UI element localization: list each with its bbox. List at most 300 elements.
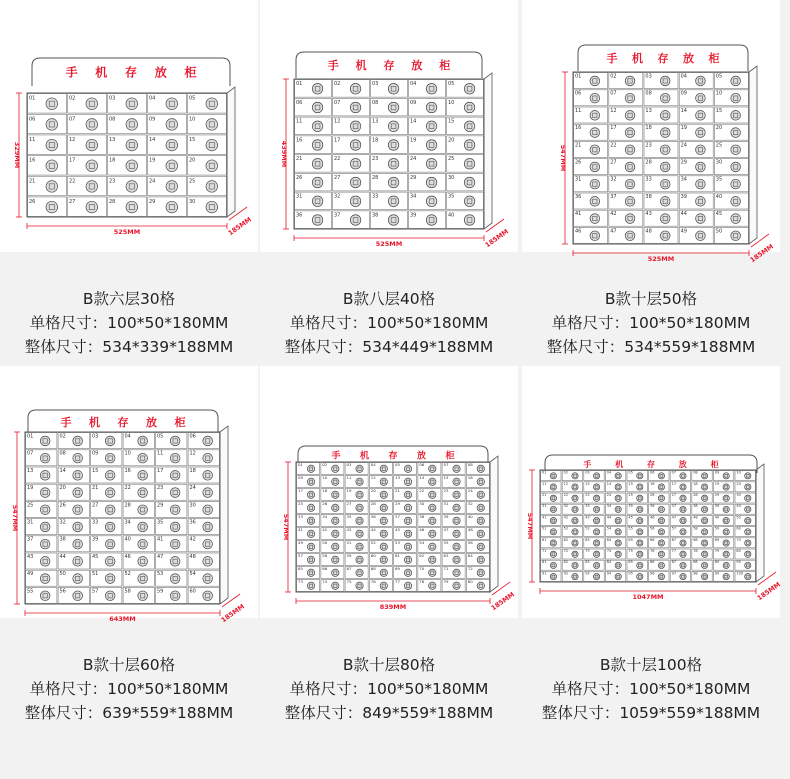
cell-number: 41 [575, 211, 582, 218]
product-card-4[interactable] [0, 366, 258, 722]
lock-icon [701, 540, 707, 546]
lock-icon [696, 128, 706, 138]
cell-number: 43 [346, 527, 352, 533]
cell-number: 77 [395, 579, 400, 585]
lock-icon [615, 473, 621, 479]
lock-icon [615, 573, 621, 579]
lock-icon [332, 530, 339, 537]
overall-size: 整体尺寸：534*339*188MM [24, 338, 234, 356]
lock-icon [206, 201, 218, 213]
lock-icon [660, 145, 670, 155]
cell-number: 26 [296, 174, 303, 181]
cell-number: 40 [124, 536, 131, 543]
lock-icon [550, 517, 556, 523]
cell-number: 28 [372, 174, 379, 181]
cabinet-svg [522, 366, 783, 618]
cell-number: 04 [124, 433, 131, 440]
lock-icon [404, 504, 411, 511]
cell-number: 01 [29, 95, 36, 102]
cell-number: 61 [395, 553, 400, 559]
lock-icon [307, 517, 314, 524]
lock-icon [477, 491, 484, 498]
lock-icon [332, 478, 339, 485]
lock-icon [312, 121, 323, 132]
lock-icon [356, 569, 363, 576]
cell-number: 58 [693, 526, 698, 531]
cell-number: 03 [645, 73, 652, 80]
header-char: 放 [678, 460, 687, 470]
cell-number: 34 [606, 504, 612, 509]
lock-icon [572, 529, 578, 535]
lock-icon [126, 119, 138, 131]
product-title: B款八层40格 [342, 290, 436, 308]
cell-number: 41 [542, 515, 547, 520]
lock-icon [203, 471, 213, 481]
lock-icon [404, 491, 411, 498]
lock-icon [138, 436, 148, 446]
lock-icon [380, 504, 387, 511]
lock-icon [701, 484, 707, 490]
lock-icon [637, 506, 643, 512]
cell-number: 69 [395, 566, 400, 572]
cell-number: 100 [736, 571, 744, 576]
cell-number: 61 [542, 537, 547, 542]
header-char: 存 [383, 59, 395, 73]
cell-number: 46 [650, 515, 655, 520]
cell-number: 52 [370, 540, 376, 546]
lock-icon [660, 179, 670, 189]
cell-number: 15 [628, 481, 633, 486]
lock-icon [550, 473, 556, 479]
lock-icon [701, 517, 707, 523]
lock-icon [429, 569, 436, 576]
lock-icon [658, 540, 664, 546]
cell-number: 29 [149, 198, 156, 205]
lock-icon [332, 517, 339, 524]
cell-number: 32 [467, 501, 473, 507]
cell-number: 64 [606, 537, 612, 542]
cell-number: 38 [645, 193, 652, 200]
lock-icon [723, 562, 729, 568]
cell-number: 85 [628, 560, 633, 565]
cell-number: 39 [680, 193, 687, 200]
cabinet-svg [260, 0, 518, 252]
cell-number: 39 [714, 504, 720, 509]
cell-number: 90 [736, 560, 741, 565]
cell-number: 34 [410, 193, 417, 200]
header-char: 存 [388, 451, 398, 462]
height-label: 439MM [280, 140, 288, 168]
cell-number: 55 [628, 526, 633, 531]
product-title: B款六层30格 [82, 290, 176, 308]
lock-icon [426, 215, 437, 226]
lock-icon [170, 471, 180, 481]
lock-icon [138, 522, 148, 532]
lock-icon [723, 529, 729, 535]
cell-number: 31 [27, 519, 34, 526]
header-char: 存 [117, 416, 129, 430]
lock-icon [453, 582, 460, 589]
cell-number: 27 [69, 198, 76, 205]
lock-icon [637, 495, 643, 501]
cell-number: 23 [585, 492, 590, 497]
lock-icon [126, 181, 138, 193]
cell-number: 66 [650, 537, 655, 542]
lock-icon [105, 471, 115, 481]
lock-icon [701, 506, 707, 512]
lock-icon [356, 478, 363, 485]
cell-number: 44 [680, 211, 687, 218]
lock-icon [429, 504, 436, 511]
cell-number: 55 [443, 540, 449, 546]
product-title: B款十层80格 [342, 656, 436, 674]
cell-number: 03 [585, 470, 590, 475]
lock-icon [477, 556, 484, 563]
cell-number: 54 [606, 526, 612, 531]
lock-icon [615, 517, 621, 523]
cell-number: 09 [410, 99, 417, 106]
lock-icon [696, 231, 706, 241]
cell-number: 37 [334, 212, 341, 219]
lock-icon [453, 569, 460, 576]
cell-number: 57 [671, 526, 677, 531]
lock-icon [426, 159, 437, 170]
cell-number: 05 [628, 470, 633, 475]
lock-icon [637, 573, 643, 579]
cell-number: 76 [650, 548, 655, 553]
lock-icon [745, 506, 751, 512]
cell-number: 74 [322, 579, 328, 585]
lock-icon [170, 488, 180, 498]
lock-icon [615, 495, 621, 501]
cell-number: 29 [680, 159, 687, 166]
lock-icon [745, 540, 751, 546]
cell-number: 88 [693, 560, 698, 565]
lock-icon [723, 540, 729, 546]
cell-number: 95 [628, 571, 633, 576]
cell-number: 43 [645, 211, 652, 218]
lock-icon [380, 478, 387, 485]
lock-icon [660, 128, 670, 138]
cell-number: 63 [443, 553, 449, 559]
cell-number: 18 [109, 157, 116, 164]
cell-number: 31 [542, 504, 547, 509]
lock-icon [660, 214, 670, 224]
overall-size: 整体尺寸：534*559*188MM [546, 338, 756, 356]
lock-icon [660, 76, 670, 86]
header-char: 存 [647, 460, 655, 470]
cell-number: 23 [372, 156, 379, 162]
cell-number: 54 [419, 540, 425, 546]
lock-icon [350, 159, 361, 170]
lock-icon [745, 551, 751, 557]
product-card-1[interactable] [0, 0, 258, 356]
cell-number: 87 [671, 560, 677, 565]
cell-number: 33 [645, 176, 652, 183]
cell-number: 34 [680, 176, 687, 183]
lock-icon [658, 473, 664, 479]
lock-icon [550, 495, 556, 501]
lock-icon [572, 551, 578, 557]
cell-number: 10 [715, 90, 723, 97]
cell-number: 74 [606, 548, 612, 553]
cell-number: 47 [671, 515, 677, 520]
cabinet-drawing [522, 0, 780, 265]
lock-icon [453, 517, 460, 524]
lock-icon [680, 473, 686, 479]
lock-icon [477, 569, 484, 576]
cell-number: 40 [715, 193, 723, 200]
cell-number: 68 [370, 566, 376, 572]
lock-icon [356, 517, 363, 524]
cell-number: 07 [610, 90, 617, 97]
cell-number: 03 [372, 81, 379, 87]
lock-icon [745, 473, 751, 479]
cabinet-side [220, 426, 228, 604]
width-label: 643MM [109, 615, 136, 623]
lock-icon [46, 119, 58, 131]
depth-label: 185MM [489, 590, 517, 613]
lock-icon [170, 505, 180, 515]
cell-number: 03 [109, 95, 116, 102]
cell-number: 11 [346, 475, 352, 481]
lock-icon [723, 506, 729, 512]
cell-number: 51 [542, 526, 547, 531]
cell-number: 02 [610, 73, 617, 80]
cell-number: 18 [322, 488, 328, 494]
cell-number: 07 [27, 450, 34, 457]
cell-number: 10 [189, 116, 196, 123]
cell-number: 48 [693, 515, 698, 520]
cell-number: 96 [650, 571, 655, 576]
product-card-5[interactable] [260, 366, 518, 722]
lock-icon [680, 506, 686, 512]
lock-icon [680, 573, 686, 579]
lock-icon [332, 504, 339, 511]
lock-icon [660, 197, 670, 207]
caption [522, 252, 780, 359]
lock-icon [696, 145, 706, 155]
lock-icon [73, 591, 83, 601]
cell-number: 42 [322, 527, 328, 533]
lock-icon [723, 551, 729, 557]
lock-icon [429, 543, 436, 550]
height-label: 547MM [282, 513, 290, 541]
cell-number: 24 [680, 142, 687, 149]
header-char: 放 [154, 65, 167, 80]
lock-icon [426, 121, 437, 132]
lock-icon [350, 215, 361, 226]
lock-icon [731, 231, 741, 241]
lock-icon [105, 436, 115, 446]
lock-icon [723, 495, 729, 501]
lock-icon [40, 522, 50, 532]
cell-number: 62 [563, 537, 569, 542]
cell-number: 51 [346, 540, 352, 546]
cell-number: 46 [124, 553, 131, 560]
lock-icon [680, 540, 686, 546]
cell-number: 32 [563, 504, 569, 509]
cell-number: 44 [606, 515, 612, 520]
cell-number: 28 [124, 502, 131, 509]
lock-icon [572, 573, 578, 579]
cell-number: 22 [563, 492, 569, 497]
lock-icon [550, 562, 556, 568]
cell-number: 29 [157, 502, 164, 509]
depth-label: 185MM [219, 602, 247, 625]
cell-number: 10 [448, 99, 455, 106]
lock-icon [312, 84, 323, 95]
lock-icon [388, 196, 399, 207]
lock-icon [307, 478, 314, 485]
lock-icon [426, 140, 437, 151]
cell-number: 53 [157, 571, 164, 578]
lock-icon [380, 543, 387, 550]
lock-icon [307, 504, 314, 511]
lock-icon [380, 582, 387, 589]
cell-number: 52 [563, 526, 569, 531]
lock-icon [731, 76, 741, 86]
lock-icon [658, 484, 664, 490]
cell-number: 06 [189, 433, 196, 440]
lock-icon [464, 159, 475, 170]
cell-size: 单格尺寸：100*50*180MM [551, 314, 751, 332]
lock-icon [170, 453, 180, 463]
lock-icon [615, 506, 621, 512]
lock-icon [332, 465, 339, 472]
cell-number: 17 [671, 481, 677, 486]
lock-icon [572, 484, 578, 490]
overall-size: 整体尺寸：849*559*188MM [284, 704, 494, 722]
cell-number: 13 [645, 107, 652, 114]
lock-icon [170, 591, 180, 601]
cell-number: 01 [575, 73, 582, 80]
cell-size: 单格尺寸：100*50*180MM [289, 314, 489, 332]
lock-icon [356, 465, 363, 472]
cell-number: 17 [157, 467, 164, 474]
lock-icon [307, 491, 314, 498]
cell-number: 41 [157, 536, 164, 543]
header-char: 存 [657, 52, 669, 66]
lock-icon [731, 128, 741, 138]
cell-number: 42 [563, 515, 569, 520]
cell-number: 59 [714, 526, 720, 531]
lock-icon [593, 562, 599, 568]
cell-number: 47 [610, 228, 617, 235]
lock-icon [464, 84, 475, 95]
cell-number: 30 [189, 502, 196, 509]
product-card-6[interactable] [522, 366, 783, 722]
width-label: 525MM [375, 240, 403, 248]
product-card-2[interactable] [260, 0, 518, 356]
cell-number: 43 [27, 553, 34, 560]
cell-number: 65 [298, 566, 303, 572]
cell-number: 21 [542, 492, 547, 497]
header-char: 柜 [174, 416, 186, 430]
cell-number: 31 [443, 501, 449, 507]
height-label: 547MM [11, 504, 19, 532]
cell-number: 77 [671, 548, 677, 553]
header-char: 存 [124, 65, 138, 80]
product-card-3[interactable] [522, 0, 780, 356]
lock-icon [723, 484, 729, 490]
cell-number: 10 [124, 450, 131, 457]
cell-number: 25 [298, 501, 303, 507]
cell-number: 17 [610, 125, 617, 132]
cell-size: 单格尺寸：100*50*180MM [289, 680, 489, 698]
lock-icon [404, 582, 411, 589]
lock-icon [731, 93, 741, 103]
cell-number: 12 [69, 136, 76, 143]
cell-number: 20 [370, 488, 376, 494]
cell-number: 11 [575, 107, 582, 114]
header-char: 放 [416, 451, 427, 462]
lock-icon [625, 111, 635, 121]
cell-number: 08 [467, 462, 473, 468]
cell-number: 19 [346, 488, 352, 494]
cell-number: 06 [419, 462, 425, 468]
lock-icon [206, 119, 218, 131]
cell-number: 21 [92, 485, 99, 492]
lock-icon [745, 484, 751, 490]
lock-icon [166, 139, 178, 151]
lock-icon [40, 505, 50, 515]
cell-number: 20 [448, 137, 455, 144]
lock-icon [658, 529, 664, 535]
lock-icon [658, 506, 664, 512]
lock-icon [86, 160, 98, 172]
cell-number: 33 [372, 193, 379, 200]
cell-number: 10 [736, 470, 741, 475]
lock-icon [356, 556, 363, 563]
lock-icon [138, 574, 148, 584]
cell-number: 44 [59, 553, 66, 560]
lock-icon [731, 111, 741, 121]
cell-number: 42 [189, 536, 196, 543]
cell-number: 79 [443, 579, 449, 585]
lock-icon [731, 162, 741, 172]
lock-icon [590, 214, 600, 224]
lock-icon [126, 139, 138, 151]
lock-icon [590, 231, 600, 241]
lock-icon [138, 557, 148, 567]
cabinet-side [490, 456, 498, 592]
lock-icon [745, 573, 751, 579]
cell-number: 14 [680, 107, 687, 114]
cell-number: 30 [189, 198, 196, 205]
cell-number: 05 [157, 433, 164, 440]
cell-number: 20 [59, 485, 66, 492]
cell-number: 36 [650, 504, 655, 509]
lock-icon [660, 111, 670, 121]
lock-icon [404, 530, 411, 537]
lock-icon [40, 471, 50, 481]
cell-number: 75 [628, 548, 633, 553]
lock-icon [105, 591, 115, 601]
cell-number: 45 [92, 553, 99, 560]
cell-number: 21 [29, 178, 36, 185]
lock-icon [637, 551, 643, 557]
cell-number: 27 [346, 501, 352, 507]
lock-icon [105, 505, 115, 515]
cell-number: 10 [322, 475, 328, 481]
lock-icon [590, 145, 600, 155]
lock-icon [46, 139, 58, 151]
cell-number: 38 [693, 504, 698, 509]
lock-icon [356, 530, 363, 537]
cell-number: 89 [714, 560, 720, 565]
lock-icon [593, 551, 599, 557]
